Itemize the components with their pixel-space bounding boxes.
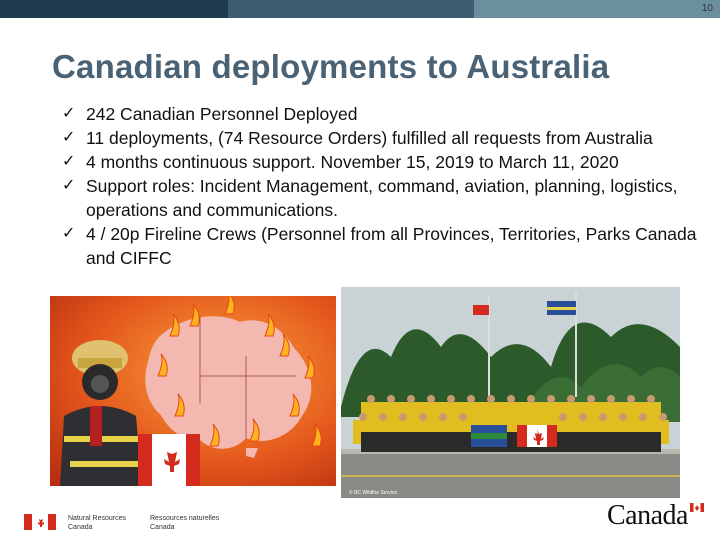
department-name-fr — [150, 514, 219, 532]
checkmark-icon: ✓ — [62, 177, 76, 194]
department-name-fr-line1: Ressources naturelles — [150, 515, 220, 522]
header-bar-dark — [0, 0, 228, 18]
canada-flag-icon — [24, 514, 56, 530]
bullet-text: 4 months continuous support. November 15, 2019 to March 11, 2020 — [86, 152, 619, 172]
checkmark-icon: ✓ — [62, 225, 76, 242]
department-name-en-line1: Natural Resources — [68, 515, 126, 522]
bullet-item — [62, 174, 717, 222]
department-name-fr-line2: Canada — [150, 524, 175, 531]
wordmark-flag-icon — [690, 503, 704, 512]
department-name-en — [68, 514, 126, 532]
department-name-en-line2: Canada — [68, 524, 93, 531]
bullet-item — [62, 150, 717, 174]
bullet-list — [62, 102, 717, 270]
bullet-item — [62, 126, 717, 150]
slide-title: Canadian deployments to Australia — [52, 48, 610, 85]
firefighter-collage-image — [50, 296, 336, 486]
header-bar-light — [474, 0, 720, 18]
bullet-text: 11 deployments, (74 Resource Orders) fulfilled all requests from Australia — [86, 128, 653, 148]
bullet-item — [62, 222, 717, 270]
bullet-item — [62, 102, 717, 126]
bullet-text: 242 Canadian Personnel Deployed — [86, 104, 358, 124]
checkmark-icon: ✓ — [62, 105, 76, 122]
bullet-text: Support roles: Incident Management, command, aviation, planning, logistics, operations and communications. — [86, 176, 678, 220]
bullet-text: 4 / 20p Fireline Crews (Personnel from all Provinces, Territories, Parks Canada and CIFFC — [86, 224, 697, 268]
checkmark-icon: ✓ — [62, 129, 76, 146]
photo-credit: © BC Wildfire Service — [349, 490, 398, 496]
checkmark-icon: ✓ — [62, 153, 76, 170]
page-number: 10 — [701, 3, 713, 14]
header-bar — [0, 0, 720, 18]
canada-wordmark: Canada — [607, 500, 688, 531]
crew-group-photo — [341, 287, 680, 498]
header-bar-mid — [228, 0, 474, 18]
